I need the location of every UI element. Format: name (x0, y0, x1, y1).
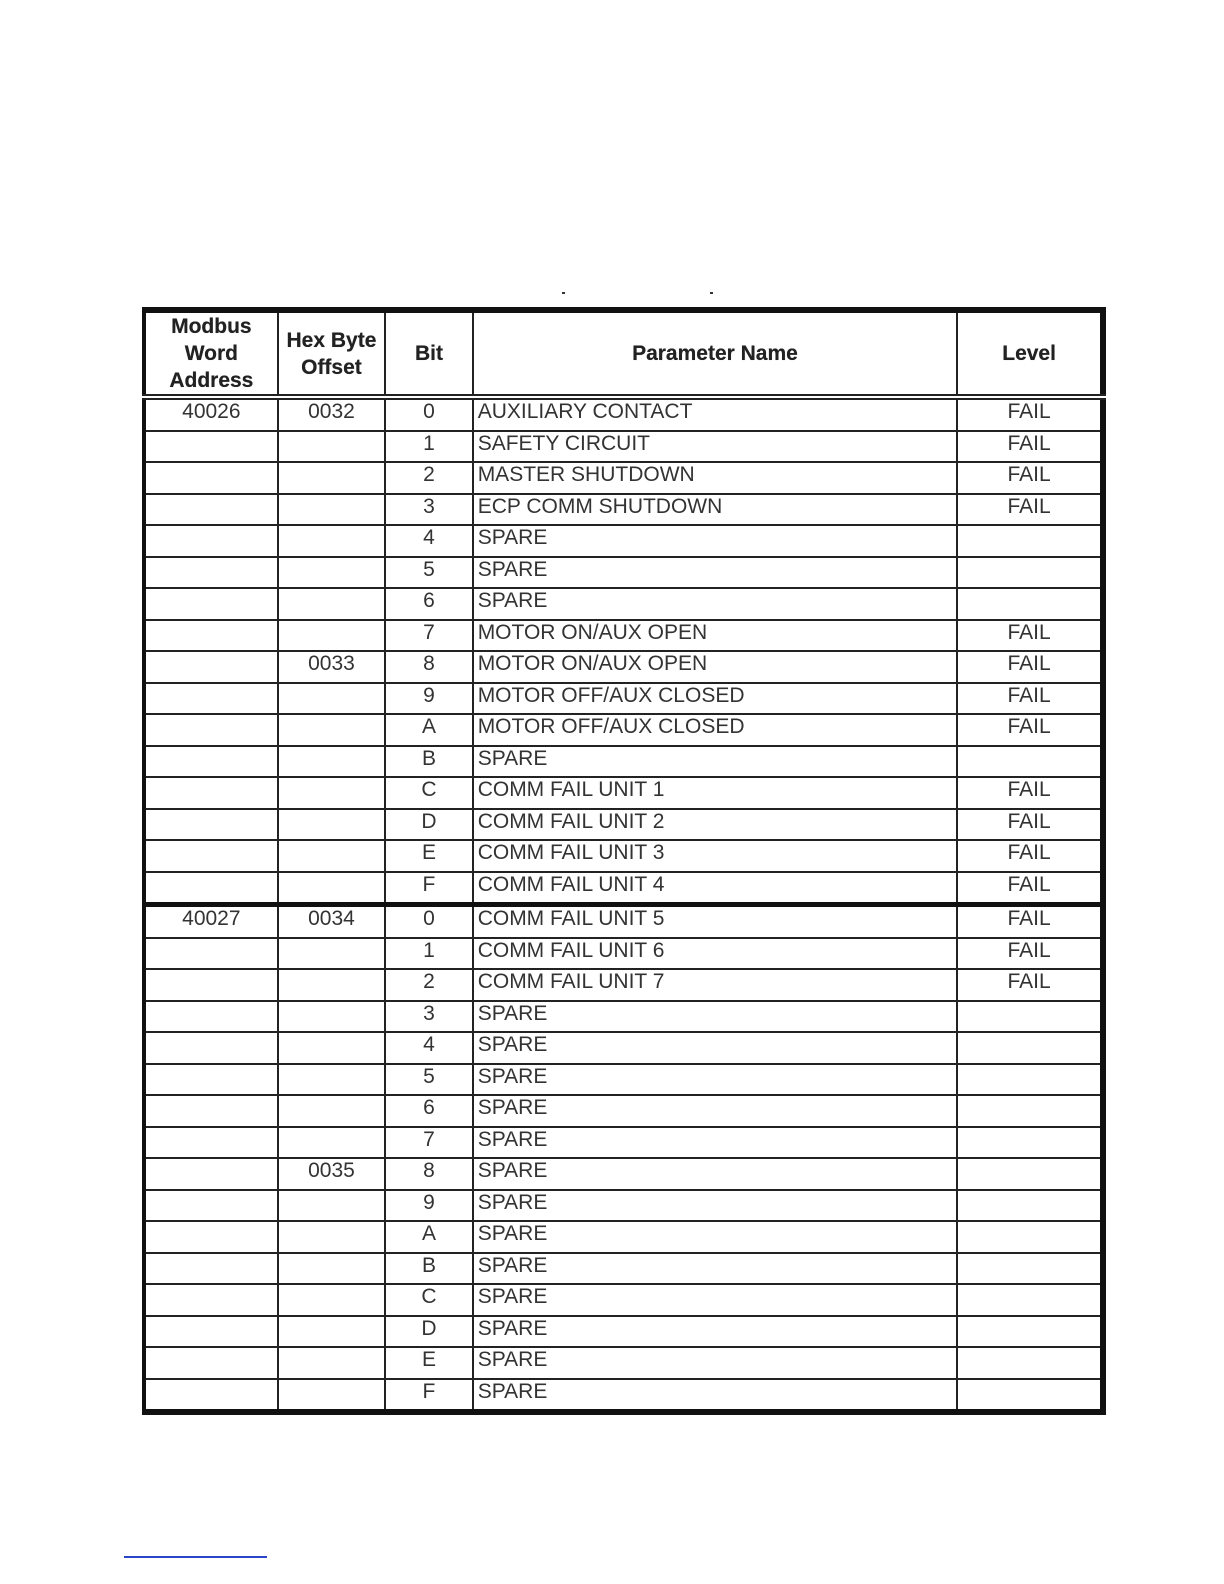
cell-bit: 3 (385, 1001, 472, 1033)
cell-level (957, 1221, 1103, 1253)
cell-hex-offset: 0032 (278, 397, 386, 431)
cell-level: FAIL (957, 431, 1103, 463)
cell-hex-offset (278, 1316, 386, 1348)
table-row (144, 651, 1103, 683)
cell-bit: B (385, 746, 472, 778)
footnote-separator-line (124, 1556, 267, 1558)
cell-hex-offset (278, 462, 386, 494)
cell-modbus-address (144, 840, 278, 872)
cell-bit: D (385, 1316, 472, 1348)
cell-level: FAIL (957, 397, 1103, 431)
cell-modbus-address (144, 1032, 278, 1064)
cell-parameter-name: SPARE (473, 525, 958, 557)
cell-bit: 6 (385, 1095, 472, 1127)
table-row (144, 1284, 1103, 1316)
cell-level (957, 1032, 1103, 1064)
cell-bit: 4 (385, 1032, 472, 1064)
header-level: Level (957, 310, 1103, 397)
cell-level: FAIL (957, 714, 1103, 746)
cell-modbus-address (144, 714, 278, 746)
cell-hex-offset (278, 746, 386, 778)
cell-parameter-name: COMM FAIL UNIT 4 (473, 872, 958, 905)
table-row (144, 1316, 1103, 1348)
cell-parameter-name: SPARE (473, 1284, 958, 1316)
cell-bit: 9 (385, 683, 472, 715)
cell-bit: E (385, 1347, 472, 1379)
cell-level: FAIL (957, 462, 1103, 494)
cell-parameter-name: COMM FAIL UNIT 5 (473, 905, 958, 938)
cell-parameter-name: COMM FAIL UNIT 7 (473, 969, 958, 1001)
cell-hex-offset (278, 1347, 386, 1379)
cell-level: FAIL (957, 905, 1103, 938)
cell-parameter-name: ECP COMM SHUTDOWN (473, 494, 958, 526)
cell-parameter-name: SPARE (473, 1316, 958, 1348)
cell-level (957, 1190, 1103, 1222)
cell-bit: C (385, 777, 472, 809)
cell-bit: 2 (385, 969, 472, 1001)
cell-hex-offset (278, 714, 386, 746)
cell-hex-offset (278, 1253, 386, 1285)
cell-hex-offset: 0035 (278, 1158, 386, 1190)
caption-remnant-marks (560, 292, 720, 298)
cell-level (957, 746, 1103, 778)
table-row (144, 1253, 1103, 1285)
cell-modbus-address (144, 1095, 278, 1127)
cell-modbus-address (144, 431, 278, 463)
table-row (144, 969, 1103, 1001)
cell-hex-offset (278, 938, 386, 970)
cell-parameter-name: SPARE (473, 1190, 958, 1222)
cell-level: FAIL (957, 620, 1103, 652)
cell-modbus-address (144, 1379, 278, 1413)
cell-hex-offset (278, 1064, 386, 1096)
cell-level (957, 1316, 1103, 1348)
cell-parameter-name: AUXILIARY CONTACT (473, 397, 958, 431)
table-row (144, 588, 1103, 620)
cell-bit: 7 (385, 620, 472, 652)
cell-modbus-address (144, 1221, 278, 1253)
cell-parameter-name: SPARE (473, 1253, 958, 1285)
cell-parameter-name: COMM FAIL UNIT 1 (473, 777, 958, 809)
table-row (144, 1347, 1103, 1379)
cell-bit: 0 (385, 905, 472, 938)
cell-parameter-name: SPARE (473, 557, 958, 589)
cell-parameter-name: SPARE (473, 1158, 958, 1190)
table-row (144, 1064, 1103, 1096)
cell-modbus-address (144, 651, 278, 683)
table-row (144, 1221, 1103, 1253)
caption-mark-left (562, 292, 565, 294)
cell-hex-offset (278, 1001, 386, 1033)
cell-hex-offset (278, 1032, 386, 1064)
cell-hex-offset (278, 431, 386, 463)
cell-hex-offset (278, 969, 386, 1001)
cell-modbus-address (144, 557, 278, 589)
cell-parameter-name: SAFETY CIRCUIT (473, 431, 958, 463)
cell-modbus-address (144, 1001, 278, 1033)
header-parameter-name: Parameter Name (473, 310, 958, 397)
cell-level: FAIL (957, 840, 1103, 872)
cell-hex-offset (278, 525, 386, 557)
table-row (144, 431, 1103, 463)
cell-parameter-name: SPARE (473, 588, 958, 620)
cell-bit: C (385, 1284, 472, 1316)
cell-modbus-address: 40027 (144, 905, 278, 938)
cell-hex-offset: 0034 (278, 905, 386, 938)
cell-bit: A (385, 1221, 472, 1253)
modbus-bit-table-container (142, 307, 1106, 1415)
cell-bit: F (385, 1379, 472, 1413)
cell-hex-offset (278, 557, 386, 589)
table-row (144, 1001, 1103, 1033)
cell-bit: D (385, 809, 472, 841)
cell-modbus-address (144, 1347, 278, 1379)
caption-mark-right (710, 292, 713, 294)
cell-parameter-name: SPARE (473, 1001, 958, 1033)
cell-parameter-name: COMM FAIL UNIT 3 (473, 840, 958, 872)
cell-modbus-address (144, 1064, 278, 1096)
cell-modbus-address (144, 1253, 278, 1285)
cell-modbus-address (144, 1284, 278, 1316)
cell-bit: 1 (385, 431, 472, 463)
cell-hex-offset (278, 872, 386, 905)
cell-parameter-name: SPARE (473, 1064, 958, 1096)
cell-hex-offset (278, 494, 386, 526)
cell-level (957, 1347, 1103, 1379)
cell-bit: B (385, 1253, 472, 1285)
cell-hex-offset (278, 840, 386, 872)
cell-level (957, 557, 1103, 589)
cell-parameter-name: MOTOR OFF/AUX CLOSED (473, 714, 958, 746)
cell-parameter-name: SPARE (473, 1221, 958, 1253)
cell-modbus-address (144, 938, 278, 970)
cell-modbus-address (144, 746, 278, 778)
table-row (144, 840, 1103, 872)
cell-bit: 8 (385, 1158, 472, 1190)
cell-level: FAIL (957, 494, 1103, 526)
table-row (144, 620, 1103, 652)
cell-level: FAIL (957, 683, 1103, 715)
cell-level: FAIL (957, 777, 1103, 809)
cell-modbus-address (144, 1316, 278, 1348)
cell-hex-offset: 0033 (278, 651, 386, 683)
cell-bit: 4 (385, 525, 472, 557)
header-addr-line-3: Address (169, 369, 254, 392)
table-row (144, 683, 1103, 715)
cell-level: FAIL (957, 938, 1103, 970)
cell-level: FAIL (957, 651, 1103, 683)
cell-modbus-address (144, 809, 278, 841)
cell-level (957, 1284, 1103, 1316)
cell-level (957, 1158, 1103, 1190)
cell-parameter-name: SPARE (473, 1095, 958, 1127)
cell-parameter-name: SPARE (473, 1032, 958, 1064)
table-row (144, 397, 1103, 431)
cell-hex-offset (278, 777, 386, 809)
header-hex-line-2: Offset (301, 355, 362, 379)
table-row (144, 1032, 1103, 1064)
cell-bit: 8 (385, 651, 472, 683)
cell-hex-offset (278, 809, 386, 841)
table-row (144, 462, 1103, 494)
cell-parameter-name: MOTOR ON/AUX OPEN (473, 651, 958, 683)
table-row (144, 1379, 1103, 1413)
cell-hex-offset (278, 1284, 386, 1316)
cell-hex-offset (278, 620, 386, 652)
cell-level: FAIL (957, 969, 1103, 1001)
header-hex-byte-offset (278, 310, 386, 397)
header-bit: Bit (385, 310, 472, 397)
cell-modbus-address (144, 872, 278, 905)
cell-modbus-address (144, 777, 278, 809)
cell-modbus-address (144, 683, 278, 715)
cell-modbus-address: 40026 (144, 397, 278, 431)
cell-parameter-name: MOTOR OFF/AUX CLOSED (473, 683, 958, 715)
cell-bit: 0 (385, 397, 472, 431)
table-row (144, 1127, 1103, 1159)
cell-parameter-name: COMM FAIL UNIT 6 (473, 938, 958, 970)
cell-hex-offset (278, 1095, 386, 1127)
table-row (144, 905, 1103, 938)
cell-bit: 3 (385, 494, 472, 526)
cell-bit: E (385, 840, 472, 872)
cell-bit: 1 (385, 938, 472, 970)
cell-level (957, 1001, 1103, 1033)
cell-level (957, 525, 1103, 557)
cell-hex-offset (278, 683, 386, 715)
cell-modbus-address (144, 462, 278, 494)
table-row (144, 1095, 1103, 1127)
cell-bit: A (385, 714, 472, 746)
cell-parameter-name: COMM FAIL UNIT 2 (473, 809, 958, 841)
cell-level (957, 1379, 1103, 1413)
modbus-bit-table (142, 307, 1106, 1415)
cell-parameter-name: SPARE (473, 1347, 958, 1379)
cell-parameter-name: SPARE (473, 1379, 958, 1413)
table-row (144, 525, 1103, 557)
cell-modbus-address (144, 1158, 278, 1190)
cell-modbus-address (144, 1190, 278, 1222)
cell-bit: 6 (385, 588, 472, 620)
cell-modbus-address (144, 588, 278, 620)
header-addr-line-1: Modbus (171, 315, 252, 338)
cell-bit: 5 (385, 1064, 472, 1096)
cell-parameter-name: MASTER SHUTDOWN (473, 462, 958, 494)
cell-modbus-address (144, 969, 278, 1001)
cell-modbus-address (144, 620, 278, 652)
cell-hex-offset (278, 588, 386, 620)
table-row (144, 1158, 1103, 1190)
cell-level (957, 1127, 1103, 1159)
cell-modbus-address (144, 1127, 278, 1159)
cell-hex-offset (278, 1190, 386, 1222)
cell-level (957, 1095, 1103, 1127)
cell-parameter-name: SPARE (473, 1127, 958, 1159)
header-hex-line-1: Hex Byte (286, 328, 377, 352)
cell-modbus-address (144, 525, 278, 557)
cell-bit: 9 (385, 1190, 472, 1222)
table-row (144, 1190, 1103, 1222)
header-modbus-word-address (144, 310, 278, 397)
table-row (144, 777, 1103, 809)
table-row (144, 872, 1103, 905)
header-addr-line-2: Word (184, 342, 238, 365)
table-row (144, 809, 1103, 841)
cell-level (957, 1064, 1103, 1096)
table-row (144, 714, 1103, 746)
cell-level: FAIL (957, 872, 1103, 905)
cell-modbus-address (144, 494, 278, 526)
cell-hex-offset (278, 1379, 386, 1413)
cell-hex-offset (278, 1221, 386, 1253)
cell-level (957, 1253, 1103, 1285)
cell-bit: F (385, 872, 472, 905)
cell-bit: 5 (385, 557, 472, 589)
table-header-row (144, 310, 1103, 397)
cell-level (957, 588, 1103, 620)
cell-level: FAIL (957, 809, 1103, 841)
cell-parameter-name: SPARE (473, 746, 958, 778)
cell-bit: 7 (385, 1127, 472, 1159)
table-body (144, 397, 1103, 1412)
table-row (144, 557, 1103, 589)
cell-hex-offset (278, 1127, 386, 1159)
table-row (144, 746, 1103, 778)
table-row (144, 494, 1103, 526)
table-row (144, 938, 1103, 970)
cell-bit: 2 (385, 462, 472, 494)
cell-parameter-name: MOTOR ON/AUX OPEN (473, 620, 958, 652)
